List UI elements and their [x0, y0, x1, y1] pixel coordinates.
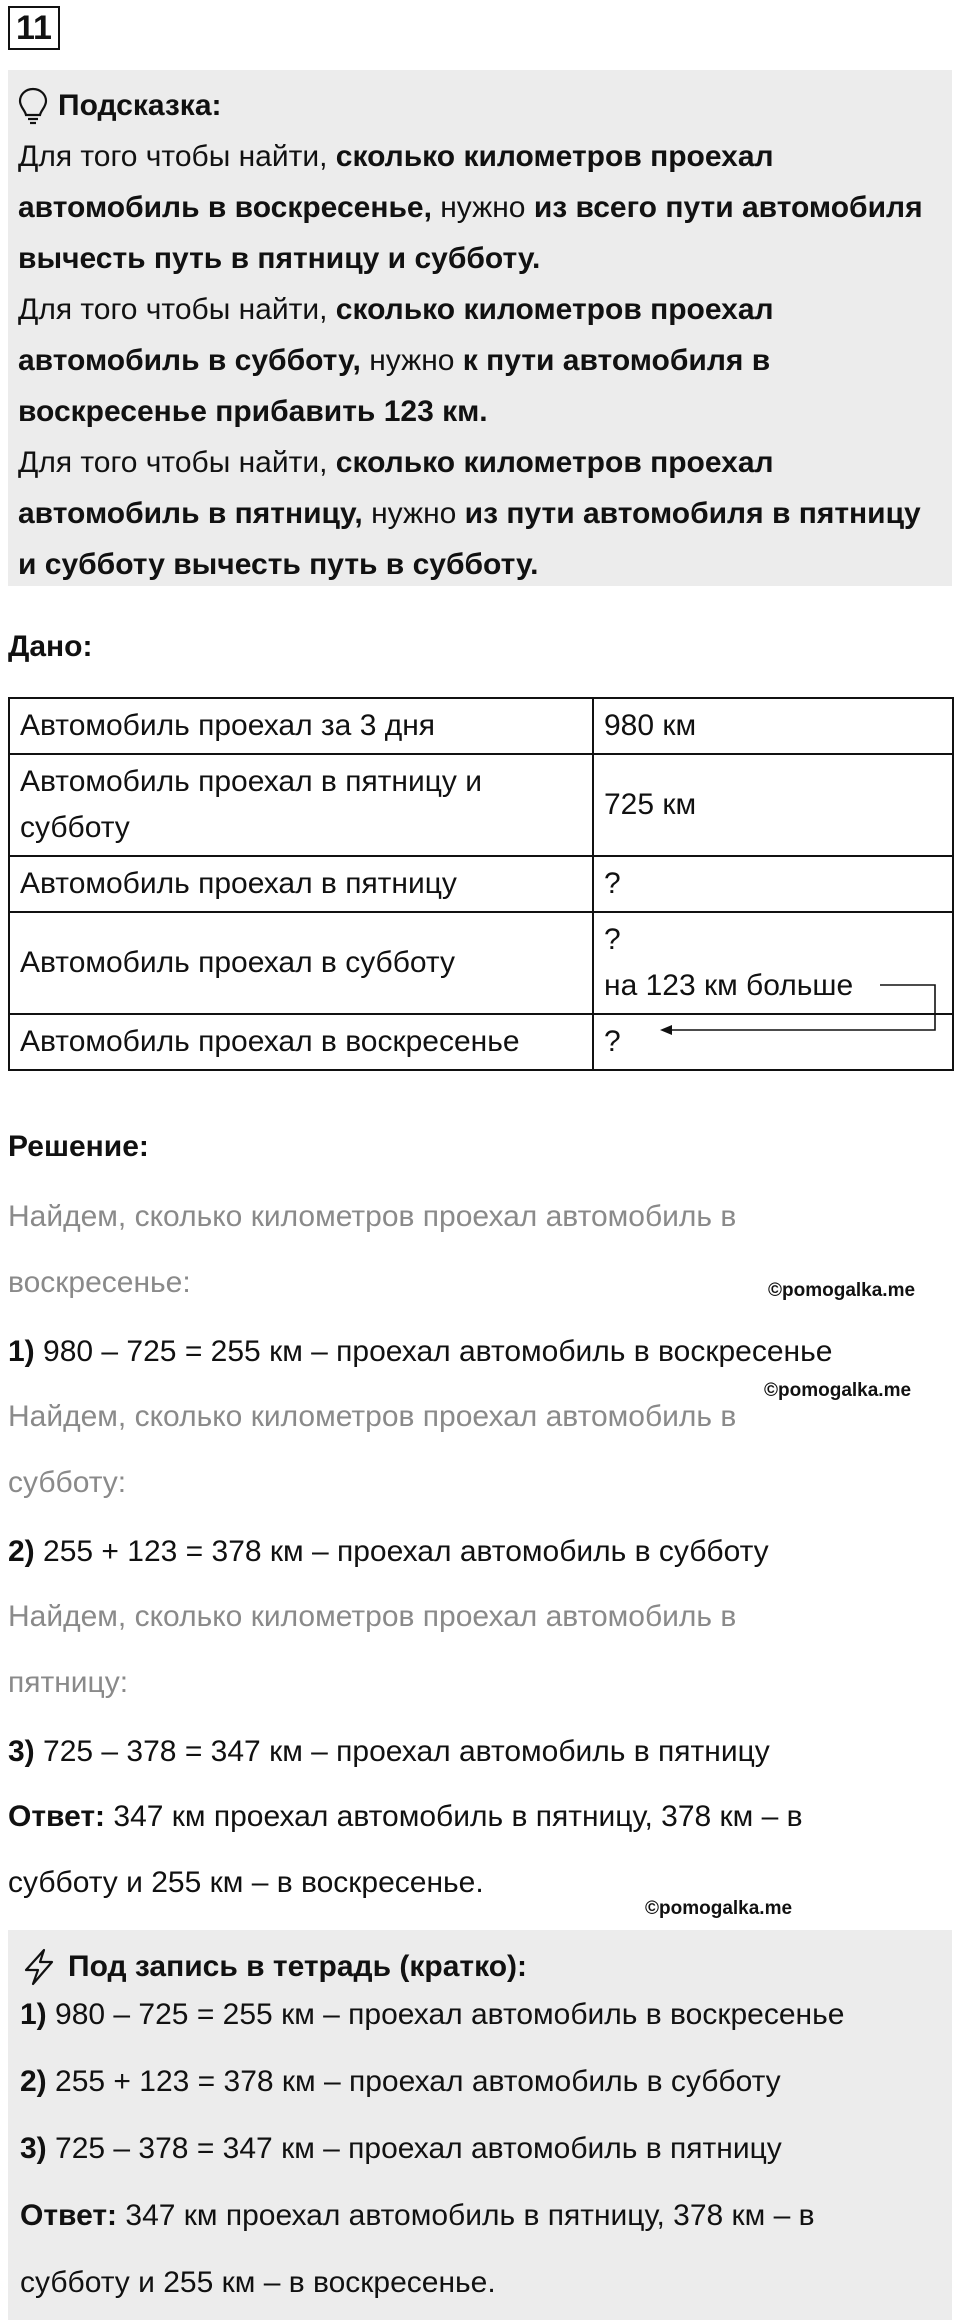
step-3: 3) 725 – 378 = 347 км – проехал автомобиль в пятницу [8, 1735, 770, 1768]
table-cell-label: Автомобиль проехал за 3 дня [9, 698, 593, 754]
table-cell-value: 725 км [593, 754, 953, 856]
hint-title: Подсказка: [58, 89, 222, 122]
table-row [9, 856, 953, 912]
notes-title: Под запись в тетрадь (кратко): [68, 1950, 528, 1983]
given-label: Дано: [8, 630, 93, 663]
table-cell-value: ? [593, 856, 953, 912]
table-cell-value: ? [593, 1014, 953, 1070]
lightning-icon [20, 1948, 58, 1986]
solution-label: Решение: [8, 1130, 149, 1163]
table-cell-value: 980 км [593, 698, 953, 754]
answer-line-2: субботу и 255 км – в воскресенье. [8, 1866, 484, 1899]
step-2: 2) 255 + 123 = 378 км – проехал автомобиль в субботу [8, 1535, 769, 1568]
notes-answer-line-1: Ответ: 347 км проехал автомобиль в пятницу, 378 км – в [20, 2199, 815, 2232]
table-cell-label: Автомобиль проехал в пятницу [9, 856, 593, 912]
notes-line-3: 3) 725 – 378 = 347 км – проехал автомобиль в пятницу [20, 2132, 782, 2165]
hint-paragraph-3: Для того чтобы найти, сколько километров проехал автомобиль в пятницу, нужно из пути автомобиля в пятницу и субботу вычесть путь в субботу. [18, 446, 921, 581]
step-2-intro-cont: субботу: [8, 1466, 127, 1499]
hint-header [18, 80, 942, 131]
hint-box [8, 70, 952, 586]
step-1: 1) 980 – 725 = 255 км – проехал автомобиль в воскресенье [8, 1335, 833, 1368]
table-row [9, 912, 953, 1014]
given-table [8, 697, 954, 1071]
table-row [9, 754, 953, 856]
table-row [9, 698, 953, 754]
notes-line-2: 2) 255 + 123 = 378 км – проехал автомобиль в субботу [20, 2065, 781, 2098]
value-note: на 123 км больше [604, 969, 854, 1002]
watermark: ©pomogalka.me [768, 1280, 916, 1301]
step-2-intro: Найдем, сколько километров проехал автомобиль в [8, 1400, 737, 1433]
watermark: ©pomogalka.me [645, 1898, 793, 1919]
step-3-intro: Найдем, сколько километров проехал автомобиль в [8, 1600, 737, 1633]
hint-paragraph-1: Для того чтобы найти, сколько километров проехал автомобиль в воскресенье, нужно из всего пути автомобиля вычесть путь в пятницу и субботу. [18, 140, 923, 275]
notes-answer-line-2: субботу и 255 км – в воскресенье. [20, 2266, 496, 2299]
watermark: ©pomogalka.me [764, 1380, 912, 1401]
lightbulb-icon [18, 87, 48, 125]
notes-header [20, 1944, 940, 1990]
table-cell-value [593, 912, 953, 1014]
value-question: ? [604, 923, 621, 956]
hint-paragraph-2: Для того чтобы найти, сколько километров проехал автомобиль в субботу, нужно к пути автомобиля в воскресенье прибавить 123 км. [18, 293, 774, 428]
notes-box [8, 1930, 952, 2320]
table-cell-label: Автомобиль проехал в пятницу и субботу [9, 754, 593, 856]
table-cell-label: Автомобиль проехал в субботу [9, 912, 593, 1014]
answer-line-1: Ответ: 347 км проехал автомобиль в пятницу, 378 км – в [8, 1800, 803, 1833]
table-row [9, 1014, 953, 1070]
step-3-intro-cont: пятницу: [8, 1666, 129, 1699]
step-1-intro-cont: воскресенье: [8, 1266, 191, 1299]
notes-line-1: 1) 980 – 725 = 255 км – проехал автомобиль в воскресенье [20, 1998, 845, 2031]
step-1-intro: Найдем, сколько километров проехал автомобиль в [8, 1200, 737, 1233]
table-cell-label: Автомобиль проехал в воскресенье [9, 1014, 593, 1070]
task-number: 11 [8, 6, 60, 50]
